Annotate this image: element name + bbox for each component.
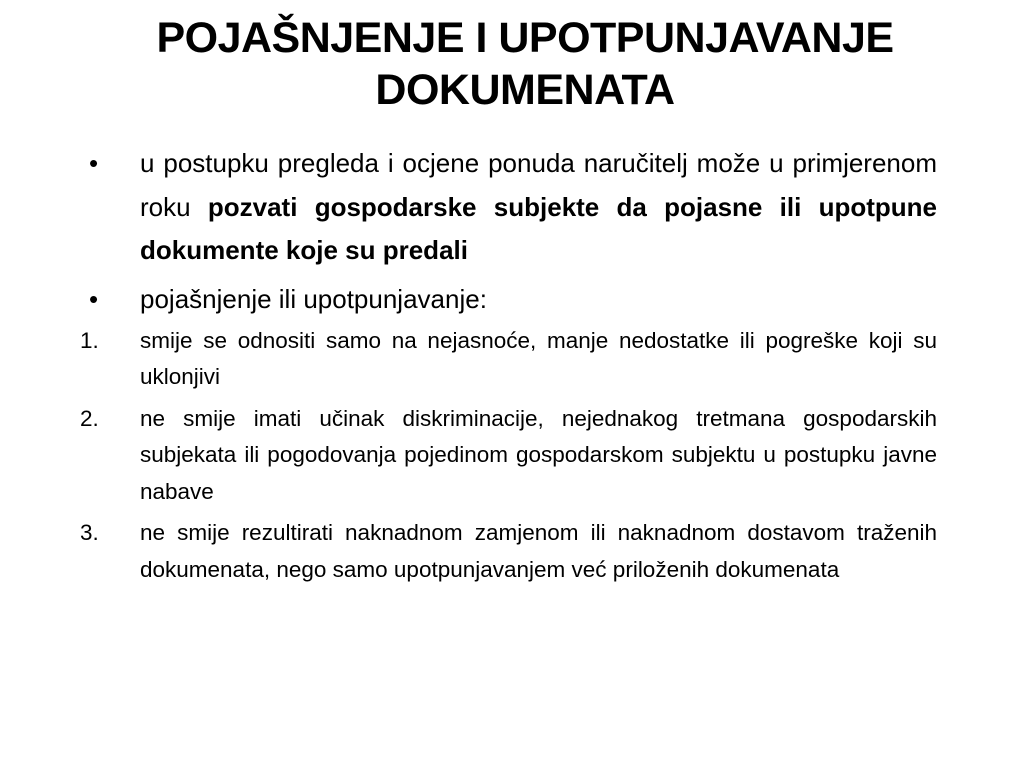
title-line-2: DOKUMENATA [375, 66, 675, 114]
numbered-text: ne smije imati učinak diskriminacije, nejednakog tretmana gospodarskih subjekata ili pogodovanja pojedinom gospodarskom subjektu u postupku javne nabave [140, 405, 937, 504]
slide-content [80, 142, 937, 593]
bullet-marker: • [89, 283, 99, 314]
bullet-text-plain: u postupku pregleda i ocjene ponuda naručitelj može u primjerenom roku [140, 148, 937, 222]
bullet-item-invite [80, 142, 937, 273]
numbered-item-3 [80, 515, 937, 588]
bullet-text: pojašnjenje ili upotpunjavanje: [140, 283, 487, 314]
numbered-text: smije se odnositi samo na nejasnoće, manje nedostatke ili pogreške koji su uklonjivi [140, 327, 937, 389]
bullet-text-bold: pozvati gospodarske subjekte da pojasne ili upotpune dokumente koje su predali [140, 191, 938, 265]
bullet-marker: • [89, 148, 99, 178]
number-marker: 2. [80, 405, 99, 431]
number-marker: 3. [80, 520, 99, 545]
slide-title [80, 12, 970, 116]
numbered-text: ne smije rezultirati naknadnom zamjenom ili naknadnom dostavom traženih dokumenata, nego samo upotpunjavanjem već priloženih dokumenata [140, 520, 937, 582]
title-line-1: POJAŠNJENJE I UPOTPUNJAVANJE [156, 14, 894, 62]
bullet-item-clarification [80, 278, 937, 321]
numbered-item-1 [80, 323, 937, 396]
numbered-item-2 [80, 401, 937, 511]
number-marker: 1. [80, 327, 99, 353]
